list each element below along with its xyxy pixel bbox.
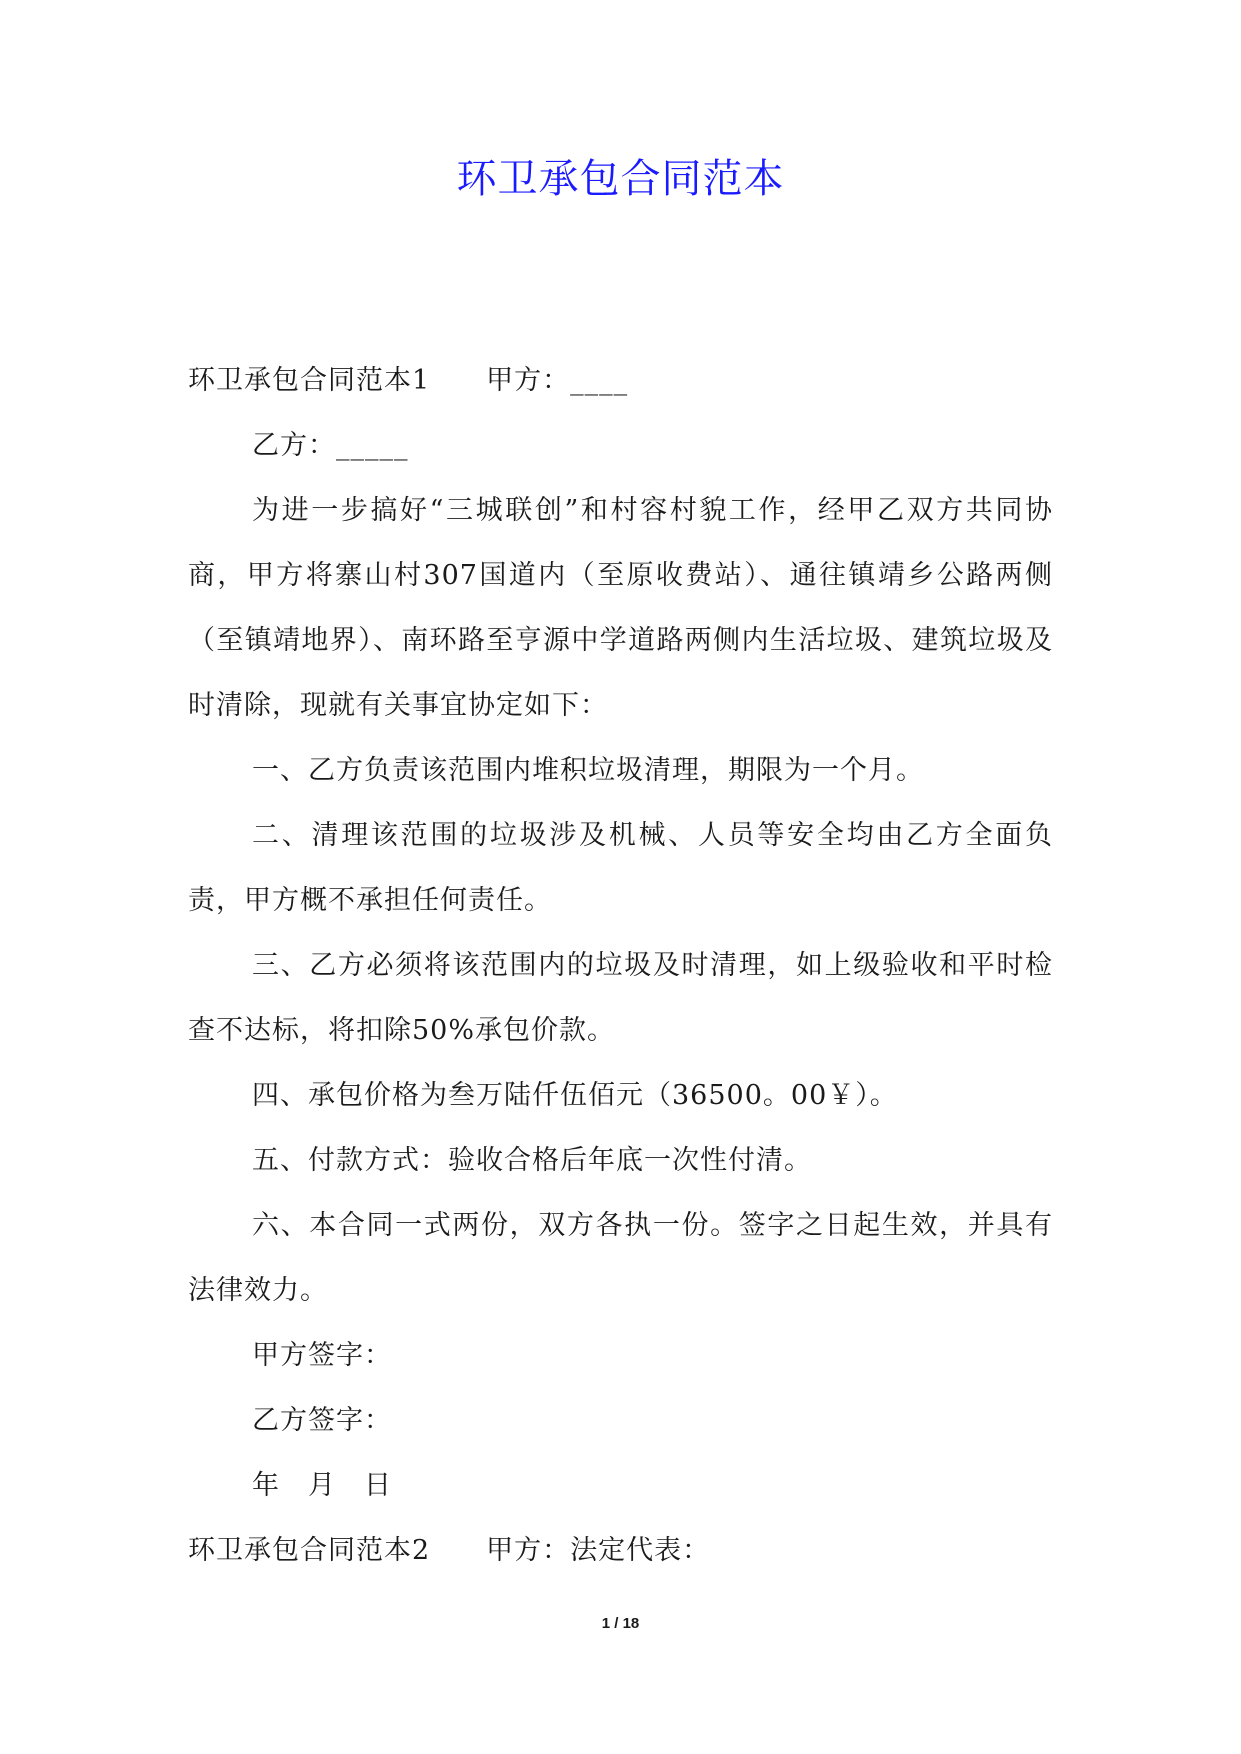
party-b-signature: 乙方签字： xyxy=(252,1405,392,1436)
section-heading-1: 环卫承包合同范本1 甲方：____ xyxy=(188,365,629,396)
section-heading-2: 环卫承包合同范本2 甲方：法定代表： xyxy=(188,1535,711,1566)
party-a-signature: 甲方签字： xyxy=(252,1340,392,1371)
clause-4: 四、承包价格为叁万陆仟伍佰元（36500。00￥）。 xyxy=(252,1080,898,1111)
clause-6: 六、本合同一式两份，双方各执一份。签字之日起生效，并具有法律效力。 xyxy=(188,1210,1053,1306)
party-b-line: 乙方：_____ xyxy=(252,430,409,461)
date-line: 年 月 日 xyxy=(252,1470,392,1501)
clause-5: 五、付款方式：验收合格后年底一次性付清。 xyxy=(252,1145,812,1176)
intro-paragraph: 为进一步搞好“三城联创”和村容村貌工作，经甲乙双方共同协商，甲方将寨山村307国道内（至原收费站）、通往镇靖乡公路两侧（至镇靖地界）、南环路至亨源中学道路两侧内生活垃圾、建筑垃圾及时清除，现就有关事宜协定如下： xyxy=(188,495,1053,721)
clause-3: 三、乙方必须将该范围内的垃圾及时清理，如上级验收和平时检查不达标，将扣除50%承包价款。 xyxy=(188,950,1053,1046)
document-title: 环卫承包合同范本 xyxy=(456,156,785,202)
document-body xyxy=(188,348,1053,1583)
page-number: 1 / 18 xyxy=(601,1615,640,1632)
clause-2: 二、清理该范围的垃圾涉及机械、人员等安全均由乙方全面负责，甲方概不承担任何责任。 xyxy=(188,820,1053,916)
clause-1: 一、乙方负责该范围内堆积垃圾清理，期限为一个月。 xyxy=(252,755,924,786)
